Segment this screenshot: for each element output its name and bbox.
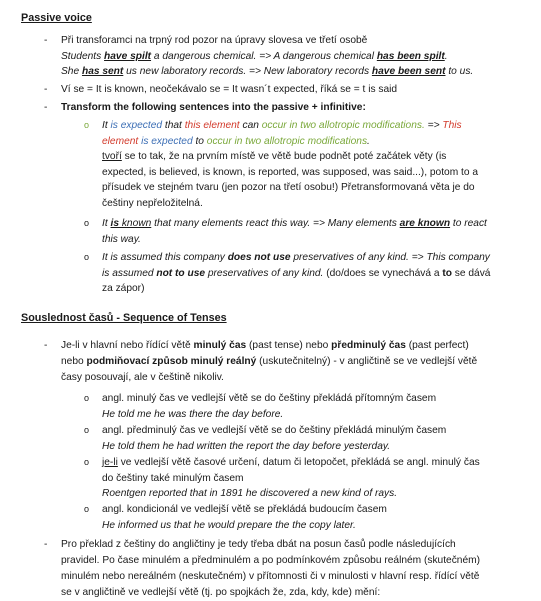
- paragraph-line: přísudek ve stejném tvaru (jen pozor na třetí osobu!) Přetransformovaná věta je do: [102, 182, 475, 193]
- paragraph-line: angl. kondicionál ve vedlejší větě se překládá budoucím časem: [102, 504, 387, 515]
- paragraph-line: angl. předminulý čas ve vedlejší větě se do češtiny překládá minulým časem: [102, 425, 447, 436]
- sub-bullet: o: [84, 120, 90, 130]
- paragraph-line: nebo podmiňovací způsob minulý reálný (uskutečnitelný) - v angličtině se ve vedlejší větě: [61, 356, 478, 367]
- paragraph-line: pravidel. Po čase minulém a předminulém a po podmínkovém způsobu reálném (skutečném): [61, 555, 481, 566]
- sub-bullet: o: [84, 393, 90, 403]
- paragraph-line: tvoří se to tak, že na prvním místě ve větě bude podnět poté začátek věty (is: [102, 151, 447, 162]
- example-line: is assumed not to use preservatives of any kind. (do/does se vynechává a to se dává: [102, 267, 491, 279]
- sub-bullet: o: [84, 252, 90, 262]
- paragraph-line: Při transforamci na trpný rod pozor na úpravy slovesa ve třetí osobě: [61, 35, 368, 46]
- paragraph-line: Ví se = It is known, neočekávalo se = It wasn´t expected, říká se = t is said: [61, 84, 398, 95]
- example-line: It is known that many elements react this way. => Many elements are known to react: [102, 218, 487, 229]
- paragraph-line: za zápor): [102, 283, 145, 294]
- example-line: this way.: [102, 233, 141, 245]
- paragraph-line: minulém nebo nereálném (neskutečném) v přítomnosti či v minulosti v hlavní resp. řídící větě: [61, 571, 480, 582]
- paragraph-line: časy posouvají, ale v češtině nikoliv.: [61, 372, 224, 383]
- sub-bullet: o: [84, 425, 90, 435]
- paragraph-line: Je-li v hlavní nebo řídící větě minulý čas (past tense) nebo předminulý čas (past perfect): [61, 340, 469, 351]
- example-line: He informed us that he would prepare the the copy later.: [102, 519, 356, 531]
- bullet-dash: -: [44, 84, 48, 95]
- sub-bullet: o: [84, 457, 90, 467]
- bullet-dash: -: [44, 539, 48, 550]
- paragraph-line: angl. minulý čas ve vedlejší větě se do češtiny překládá přítomným časem: [102, 393, 437, 404]
- sub-bullet: o: [84, 218, 90, 228]
- section-heading-sequence-of-tenses: Souslednost časů - Sequence of Tenses: [21, 312, 227, 324]
- paragraph-line: češtiny nepřeložitelná.: [102, 197, 203, 209]
- paragraph-line: Pro překlad z češtiny do angličtiny je tedy třeba dbát na posun časů podle následujících: [61, 539, 456, 550]
- paragraph-line: se v angličtině ve vedlejší větě (tj. po spojkách že, zda, kdy, kde) mění:: [61, 587, 381, 598]
- example-line: element is expected to occur in two allotropic modifications.: [102, 135, 370, 147]
- example-line: She has sent us new laboratory records. => New laboratory records have been sent to us.: [61, 66, 474, 77]
- bullet-dash: -: [44, 340, 48, 351]
- example-line: He told me he was there the day before.: [102, 408, 284, 420]
- bullet-dash: -: [44, 102, 48, 113]
- example-line: Students have spilt a dangerous chemical. => A dangerous chemical has been spilt.: [61, 50, 448, 62]
- example-line: He told them he had written the report the day before yesterday.: [102, 440, 391, 452]
- bullet-dash: -: [44, 35, 48, 46]
- sub-bullet: o: [84, 504, 90, 514]
- paragraph-line: do češtiny také minulým časem: [102, 472, 244, 484]
- section-heading-passive-voice: Passive voice: [21, 12, 92, 24]
- paragraph-line: Transform the following sentences into the passive + infinitive:: [61, 102, 366, 113]
- example-line: Roentgen reported that in 1891 he discovered a new kind of rays.: [102, 488, 398, 499]
- paragraph-line: expected, is believed, is known, is reported, was supposed, was said...), potom to a: [102, 166, 479, 178]
- example-line: It is assumed this company does not use preservatives of any kind. => This company: [102, 252, 490, 263]
- example-line: It is expected that this element can occur in two allotropic modifications. => This: [102, 120, 462, 131]
- paragraph-line: je-li ve vedlejší větě časové určení, datum či letopočet, překládá se angl. minulý čas: [102, 457, 480, 468]
